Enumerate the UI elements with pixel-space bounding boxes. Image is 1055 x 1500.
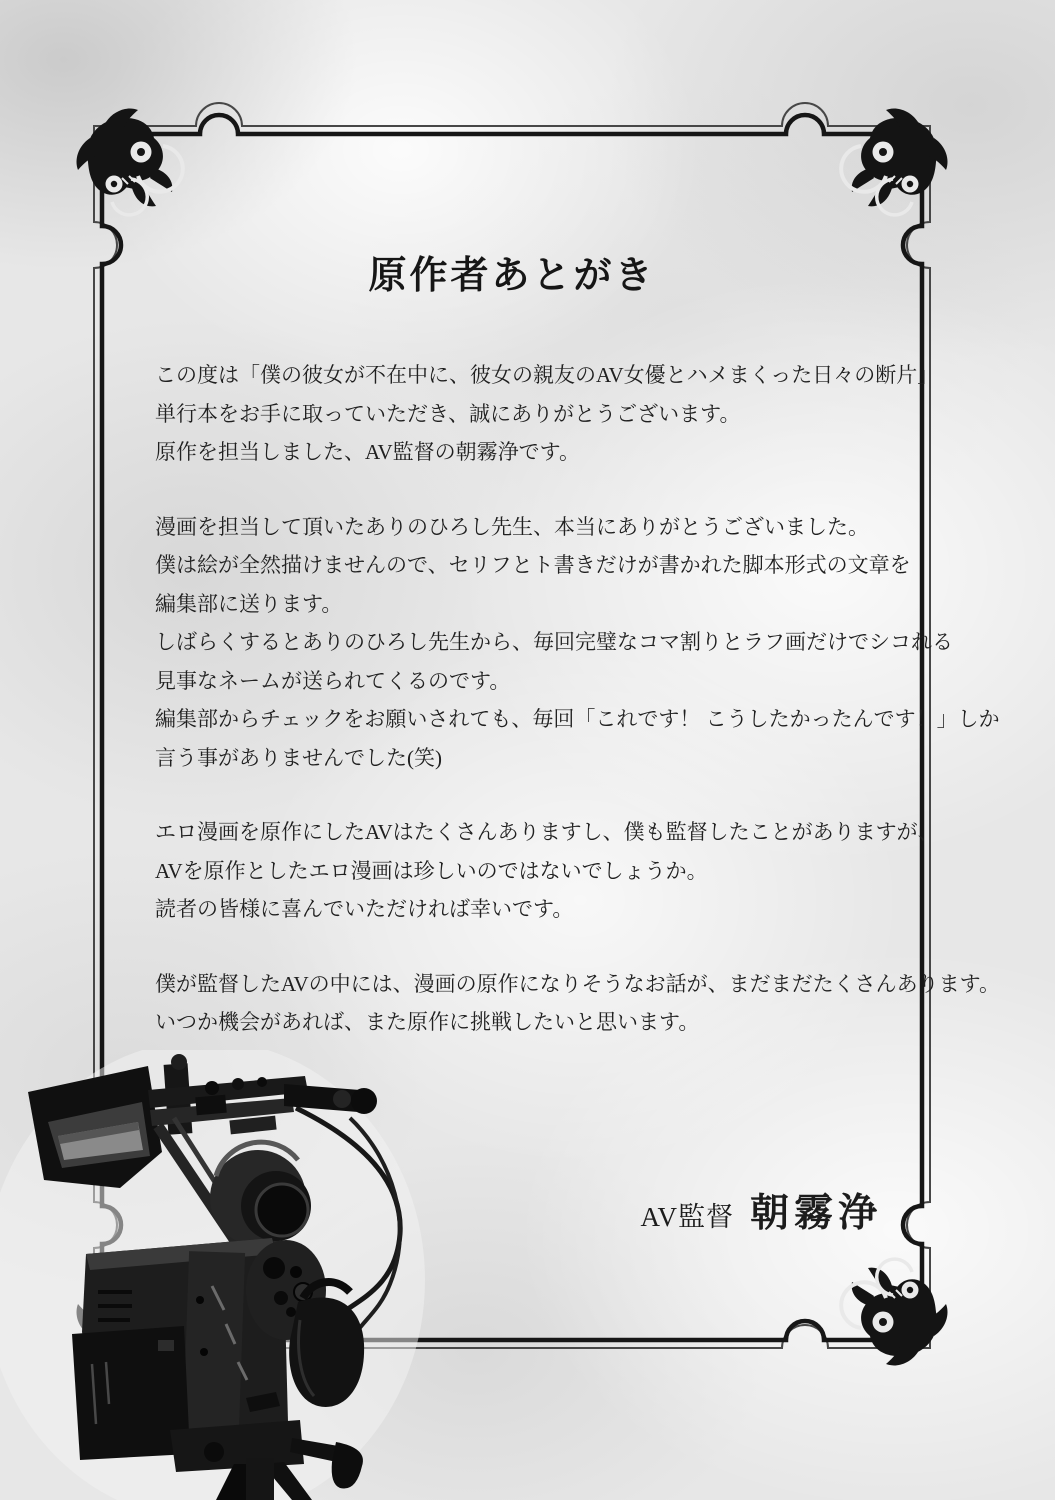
rose-ornament-icon <box>841 109 947 215</box>
rose-ornament-icon <box>77 109 183 215</box>
afterword-line: 言う事がありませんでした(笑) <box>155 745 442 770</box>
signature-role: AV監督 <box>640 1202 734 1232</box>
video-camera-image <box>0 1050 425 1500</box>
afterword-paragraph <box>155 508 1000 778</box>
afterword-line: AVを原作としたエロ漫画は珍しいのではないでしょうか。 <box>155 858 708 883</box>
afterword-line: 読者の皆様に喜んでいただければ幸いです。 <box>155 897 574 921</box>
afterword-line: 漫画を担当して頂いたありのひろし先生、本当にありがとうございました。 <box>155 514 869 539</box>
afterword-body <box>155 356 1000 1078</box>
afterword-line: いつか機会があれば、また原作に挑戦したいと思います。 <box>155 1010 700 1034</box>
afterword-line: エロ漫画を原作にしたAVはたくさんありますし、僕も監督したことがありますが、 <box>155 820 939 844</box>
page-title: 原作者あとがき <box>368 255 656 297</box>
afterword-line: 原作を担当しました、AV監督の朝霧浄です。 <box>155 440 580 464</box>
afterword-line: 僕が監督したAVの中には、漫画の原作になりそうなお話が、まだまだたくさんあります。 <box>155 971 1000 996</box>
afterword-paragraph <box>155 356 939 472</box>
afterword-line: 単行本をお手に取っていただき、誠にありがとうございます。 <box>155 401 741 426</box>
afterword-paragraph <box>155 813 939 929</box>
afterword-line: 見事なネームが送られてくるのです。 <box>155 668 511 693</box>
rose-ornament-icon <box>841 1259 947 1365</box>
afterword-line: 編集部に送ります。 <box>155 591 343 616</box>
afterword-line: 編集部からチェックをお願いされても、毎回「これです！ こうしたかったんです！」しか <box>155 707 1000 731</box>
signature-name: 朝霧浄 <box>749 1192 882 1235</box>
afterword-line: 僕は絵が全然描けませんので、セリフとト書きだけが書かれた脚本形式の文章を <box>155 553 911 577</box>
afterword-line: この度は「僕の彼女が不在中に、彼女の親友のAV女優とハメまくった日々の断片」 <box>155 363 939 387</box>
afterword-line: しばらくするとありのひろし先生から、毎回完璧なコマ割りとラフ画だけでシコれる <box>155 630 953 654</box>
afterword-paragraph <box>155 965 1000 1042</box>
